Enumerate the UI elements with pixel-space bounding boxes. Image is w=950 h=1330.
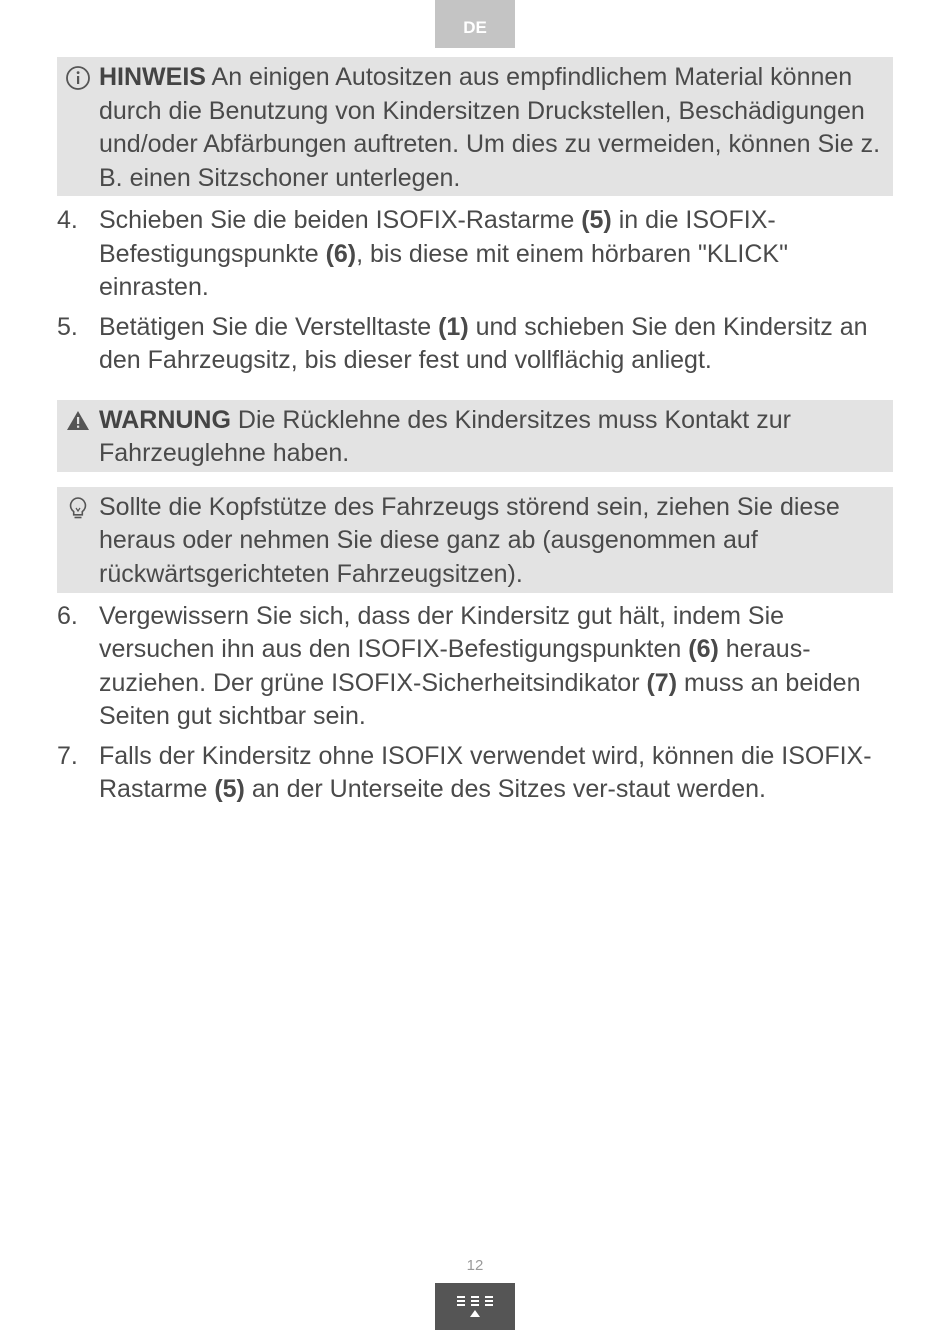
part-reference: (5): [581, 206, 612, 234]
menu-up-icon: [455, 1292, 495, 1322]
page-number: 12: [466, 1257, 484, 1274]
step-number: 6.: [57, 601, 78, 630]
steps-list-a: [57, 204, 893, 378]
tip-box: [57, 487, 893, 593]
notice-box: [57, 57, 893, 196]
step-text: heraus-zuziehen. Der grüne ISOFIX-Sicherheitsindikator: [99, 635, 811, 697]
step-number: 5.: [57, 312, 78, 341]
warning-box: [57, 400, 893, 472]
notice-text: An einigen Autositzen aus empfindlichem Material können durch die Benutzung von Kindersitzen Druckstellen, Beschädigungen und/oder Abfärbungen auftreten. Um dies zu vermeiden, können Sie z. B. einen Sitzschoner unterlegen.: [99, 63, 881, 192]
step-item: [57, 204, 893, 305]
part-reference: (6): [688, 635, 719, 663]
step-text: an der Unterseite des Sitzes ver-staut werden.: [244, 775, 766, 803]
part-reference: (5): [214, 775, 245, 803]
part-reference: (6): [325, 239, 357, 268]
notice-label: HINWEIS: [99, 63, 206, 91]
step-item: [57, 740, 893, 807]
info-icon: [65, 65, 91, 91]
step-text: in die ISOFIX-Befestigungspunkte: [99, 206, 776, 268]
step-text: Betätigen Sie die Verstelltaste: [99, 312, 439, 341]
step-text: und schieben Sie den Kindersitz an den Fahrzeugsitz, bis dieser fest und vollflächig anliegt.: [99, 312, 868, 374]
steps-list-b: [57, 600, 893, 807]
part-reference: (1): [438, 312, 469, 341]
warning-label: WARNUNG: [99, 405, 231, 434]
step-text: Vergewissern Sie sich, dass der Kindersitz gut hält, indem Sie versuchen ihn aus den ISOFIX-Befestigungspunkten: [99, 601, 785, 663]
step-item: [57, 600, 893, 734]
warning-text: Die Rücklehne des Kindersitzes muss Kontakt zur Fahrzeuglehne haben.: [99, 405, 791, 467]
table-of-contents-button[interactable]: [435, 1283, 515, 1330]
step-text: muss an beiden Seiten gut sichtbar sein.: [99, 668, 861, 730]
step-text: Falls der Kindersitz ohne ISOFIX verwendet wird, können die ISOFIX-Rastarme: [99, 741, 872, 803]
page-content: [57, 57, 893, 807]
lightbulb-icon: [65, 495, 91, 521]
step-number: 7.: [57, 741, 78, 770]
step-item: [57, 311, 893, 378]
part-reference: (7): [646, 668, 678, 697]
tip-text: Sollte die Kopfstütze des Fahrzeugs störend sein, ziehen Sie diese heraus oder nehmen Sie diese ganz ab (ausgenommen auf rückwärtsgerichteten Fahrzeugsitzen).: [99, 492, 840, 588]
step-text: Schieben Sie die beiden ISOFIX-Rastarme: [99, 206, 582, 234]
step-number: 4.: [57, 206, 78, 234]
language-tab: DE: [435, 0, 515, 48]
step-text: , bis diese mit einem hörbaren "KLICK" einrasten.: [99, 239, 788, 301]
warning-icon: [65, 408, 91, 434]
